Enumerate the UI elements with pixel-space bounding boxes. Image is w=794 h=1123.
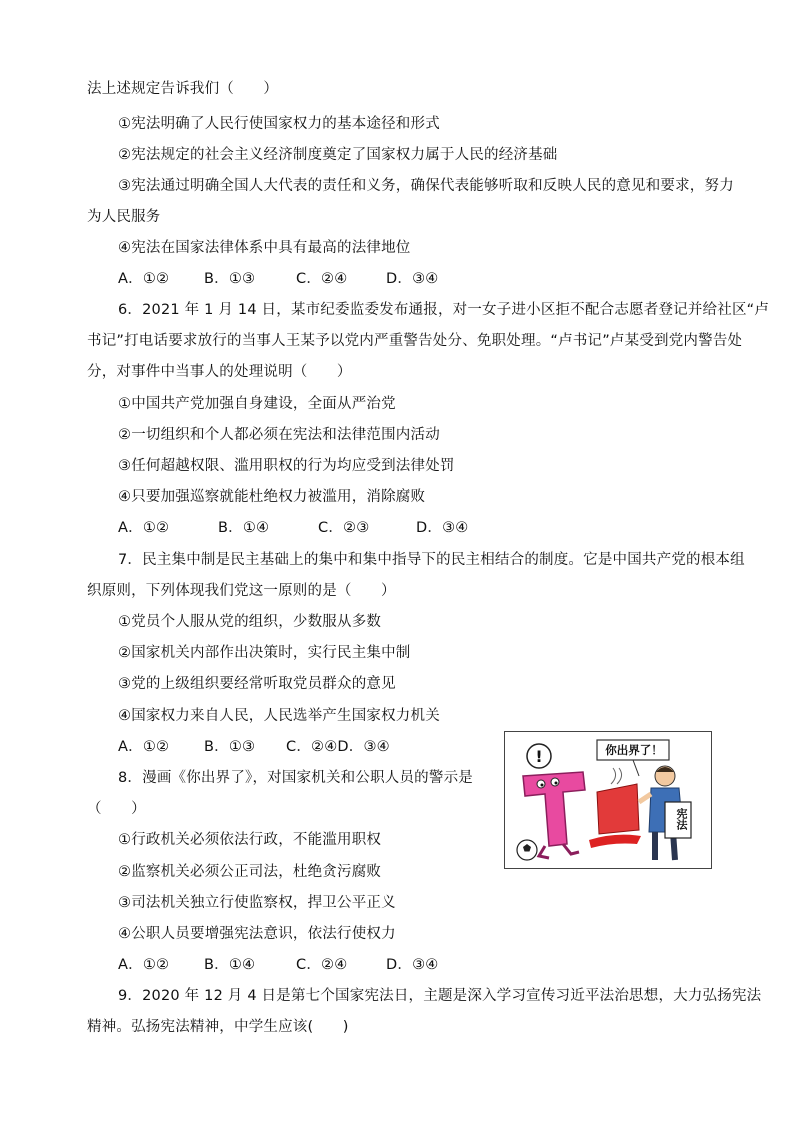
q5-option-3-cont: 为人民服务 [87,209,161,225]
q5-option-2: ②宪法规定的社会主义经济制度奠定了国家权力属于人民的经济基础 [118,147,558,163]
q7-choices [118,737,390,757]
q8-choice-a: A．①② [118,957,170,973]
q7-stem-2: 织原则，下列体现我们党这一原则的是（ ） [87,583,396,599]
q7-option-3: ③党的上级组织要经常听取党员群众的意见 [118,676,396,692]
q5-choice-d: D．③④ [386,271,439,287]
q6-choice-a: A．①② [118,520,170,536]
official-arm [639,794,651,802]
character-pupil-right [555,782,558,785]
q6-option-3: ③任何超越权限、滥用职权的行为均应受到法律处罚 [118,458,455,474]
cartoon-illustration [504,731,712,869]
q8-choice-b: B．①④ [204,957,256,973]
red-line-ribbon [589,835,641,848]
q6-stem-1: 6．2021 年 1 月 14 日，某市纪委监委发布通报，对一女子进小区拒不配合志愿者登记并给社区“卢 [118,302,770,318]
q7-option-2: ②国家机关内部作出决策时，实行民主集中制 [118,645,411,661]
q6-choice-d: D．③④ [416,520,469,536]
q8-choices [118,955,438,975]
question-5-stem-end: 法上述规定告诉我们（ ） [87,81,279,97]
q5-choice-a: A．①② [118,271,170,287]
exclaim-mark: ! [535,747,543,766]
q9-stem-1: 9．2020 年 12 月 4 日是第七个国家宪法日，主题是深入学习宣传习近平法治思想，大力弘扬宪法 [118,988,762,1004]
q8-option-1: ①行政机关必须依法行政，不能滥用职权 [118,832,382,848]
q8-option-2: ②监察机关必须公正司法，杜绝贪污腐败 [118,864,382,880]
q5-option-4: ④宪法在国家法律体系中具有最高的法律地位 [118,240,411,256]
q8-option-3: ③司法机关独立行使监察权，捍卫公平正义 [118,895,396,911]
q8-option-4: ④公职人员要增强宪法意识，依法行使权力 [118,926,396,942]
q8-choice-c: C．②④ [296,957,348,973]
q6-choice-b: B．①④ [218,520,270,536]
q7-choice-cd: C．②④D．③④ [286,739,390,755]
q6-choice-c: C．②③ [318,520,370,536]
q5-choices [118,269,438,289]
speech-text: 你出界了！ [605,743,663,757]
q5-choice-c: C．②④ [296,271,348,287]
q6-stem-3: 分，对事件中当事人的处理说明（ ） [87,364,352,380]
q7-option-1: ①党员个人服从党的组织，少数服从多数 [118,614,382,630]
q5-option-1: ①宪法明确了人民行使国家权力的基本途径和形式 [118,116,440,132]
q7-choice-a: A．①② [118,739,170,755]
q8-stem-2: （ ） [87,801,146,817]
character-pupil-left [541,784,544,787]
q6-choices [118,518,468,538]
speech-pointer [633,760,639,776]
q8-choice-d: D．③④ [386,957,439,973]
q6-stem-2: 书记”打电话要求放行的当事人王某予以党内严重警告处分、免职处理。“卢书记”卢某受到党内警告处 [87,333,743,349]
q6-option-1: ①中国共产党加强自身建设，全面从严治党 [118,396,396,412]
constitution-sign-text: 宪法 [675,808,688,830]
red-card [597,784,639,834]
character-legs [539,844,579,858]
motion-lines [611,768,622,784]
q9-stem-2: 精神。弘扬宪法精神，中学生应该( ) [87,1019,349,1035]
q7-option-4: ④国家权力来自人民，人民选举产生国家权力机关 [118,708,440,724]
q5-option-3: ③宪法通过明确全国人大代表的责任和义务，确保代表能够听取和反映人民的意见和要求，努力 [118,178,734,194]
q6-option-4: ④只要加强巡察就能杜绝权力被滥用，消除腐败 [118,489,426,505]
q7-choice-b: B．①③ [204,739,256,755]
q8-stem-1: 8．漫画《你出界了》，对国家机关和公职人员的警示是 [118,770,473,786]
q5-choice-b: B．①③ [204,271,256,287]
q7-stem-1: 7．民主集中制是民主基础上的集中和集中指导下的民主相结合的制度。它是中国共产党的根本组 [118,552,745,568]
q6-option-2: ②一切组织和个人都必须在宪法和法律范围内活动 [118,427,440,443]
